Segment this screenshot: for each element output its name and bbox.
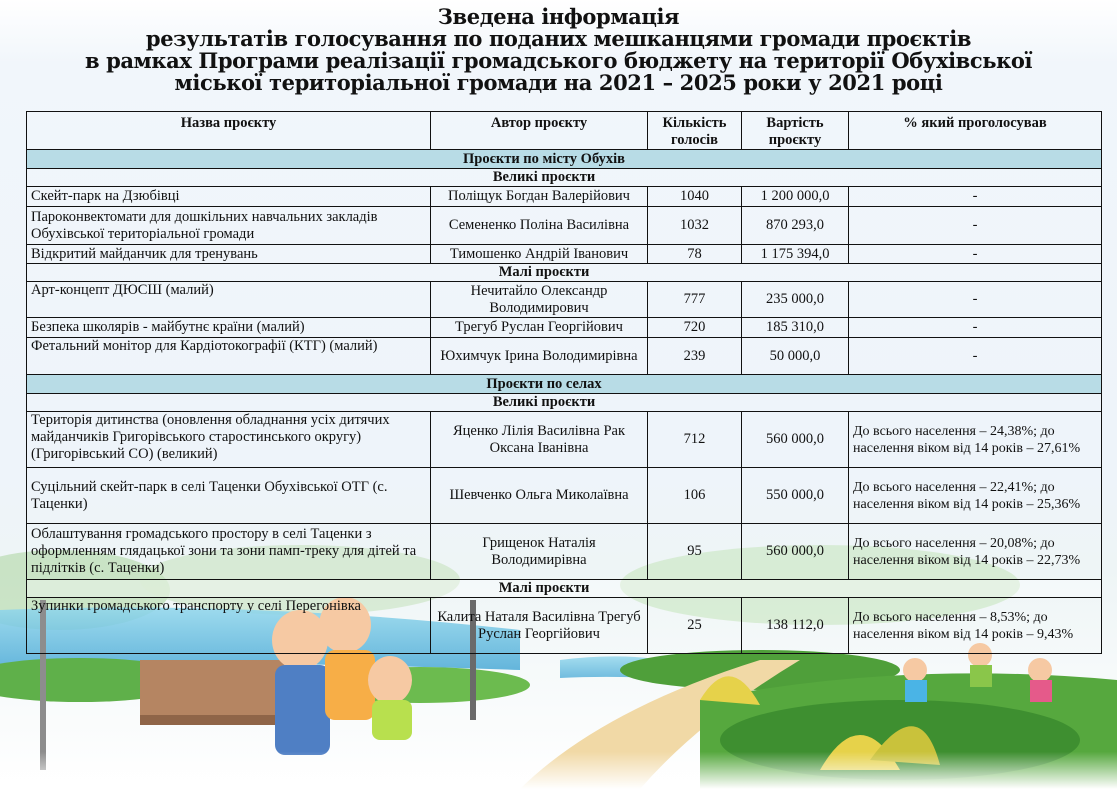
project-cost: 138 112,0 bbox=[742, 598, 849, 654]
project-author: Поліщук Богдан Валерійович bbox=[431, 187, 648, 207]
project-cost: 550 000,0 bbox=[742, 468, 849, 524]
project-cost: 185 310,0 bbox=[742, 318, 849, 338]
header-author: Автор проєкту bbox=[431, 112, 648, 150]
project-votes: 78 bbox=[648, 245, 742, 264]
title-line-1: Зведена інформація bbox=[437, 4, 680, 29]
table-row bbox=[27, 524, 1102, 580]
table-row bbox=[27, 412, 1102, 468]
project-name: Безпека школярів - майбутнє країни (малий) bbox=[27, 318, 431, 338]
project-name: Арт-концепт ДЮСШ (малий) bbox=[27, 282, 431, 318]
project-percent: - bbox=[849, 245, 1102, 264]
table-row bbox=[27, 282, 1102, 318]
project-cost: 50 000,0 bbox=[742, 338, 849, 375]
project-cost: 560 000,0 bbox=[742, 524, 849, 580]
project-votes: 239 bbox=[648, 338, 742, 375]
project-percent: - bbox=[849, 187, 1102, 207]
project-cost: 1 175 394,0 bbox=[742, 245, 849, 264]
project-name: Суцільний скейт-парк в селі Таценки Обухівської ОТГ (с. Таценки) bbox=[27, 468, 431, 524]
project-percent: - bbox=[849, 318, 1102, 338]
group-title: Великі проєкти bbox=[492, 394, 596, 410]
title-line-3: в рамках Програми реалізації громадського бюджету на території Обухівської bbox=[84, 48, 1033, 73]
project-name: Облаштування громадського простору в селі Таценки з оформленням глядацької зони та зони памп-треку для дітей та підлітків (с. Таценки) bbox=[27, 524, 431, 580]
project-votes: 95 bbox=[648, 524, 742, 580]
group-title: Великі проєкти bbox=[492, 169, 596, 185]
table-row bbox=[27, 468, 1102, 524]
table-row bbox=[27, 207, 1102, 245]
project-author: Шевченко Ольга Миколаївна bbox=[431, 468, 648, 524]
group-row-large bbox=[27, 169, 1102, 187]
project-cost: 560 000,0 bbox=[742, 412, 849, 468]
section-title: Проєкти по місту Обухів bbox=[462, 150, 626, 167]
project-author: Грищенок Наталія Володимирівна bbox=[431, 524, 648, 580]
project-author: Семененко Поліна Василівна bbox=[431, 207, 648, 245]
project-votes: 777 bbox=[648, 282, 742, 318]
project-author: Трегуб Руслан Георгійович bbox=[431, 318, 648, 338]
project-name: Зупинки громадського транспорту у селі Перегонівка bbox=[27, 598, 431, 654]
project-percent: До всього населення – 20,08%; до населення віком від 14 років – 22,73% bbox=[849, 524, 1102, 580]
project-votes: 25 bbox=[648, 598, 742, 654]
header-votes: Кількість голосів bbox=[648, 112, 742, 150]
project-name: Пароконвектомати для дошкільних навчальних закладів Обухівської територіальної громади bbox=[27, 207, 431, 245]
project-votes: 106 bbox=[648, 468, 742, 524]
project-author: Тимошенко Андрій Іванович bbox=[431, 245, 648, 264]
group-row-small bbox=[27, 580, 1102, 598]
project-author: Юхимчук Ірина Володимирівна bbox=[431, 338, 648, 375]
project-votes: 1032 bbox=[648, 207, 742, 245]
table-row bbox=[27, 338, 1102, 375]
project-percent: До всього населення – 22,41%; до населення віком від 14 років – 25,36% bbox=[849, 468, 1102, 524]
group-row-small bbox=[27, 264, 1102, 282]
project-percent: - bbox=[849, 207, 1102, 245]
project-percent: - bbox=[849, 338, 1102, 375]
table-row bbox=[27, 187, 1102, 207]
project-author: Нечитайло Олександр Володимирович bbox=[431, 282, 648, 318]
project-votes: 1040 bbox=[648, 187, 742, 207]
project-votes: 720 bbox=[648, 318, 742, 338]
project-name: Територія дитинства (оновлення обладнання усіх дитячих майданчиків Григорівського старостинського округу) (Григорівський СО) (великий) bbox=[27, 412, 431, 468]
table-header-row bbox=[27, 112, 1102, 150]
project-author: Яценко Лілія Василівна Рак Оксана Іванівна bbox=[431, 412, 648, 468]
project-percent: До всього населення – 8,53%; до населення віком від 14 років – 9,43% bbox=[849, 598, 1102, 654]
group-title: Малі проєкти bbox=[498, 580, 590, 596]
section-title: Проєкти по селах bbox=[486, 375, 602, 392]
project-cost: 870 293,0 bbox=[742, 207, 849, 245]
project-percent: - bbox=[849, 282, 1102, 318]
project-author: Калита Наталя Василівна Трегуб Руслан Георгійович bbox=[431, 598, 648, 654]
document-title bbox=[0, 6, 1117, 94]
project-name: Скейт-парк на Дзюбівці bbox=[27, 187, 431, 207]
title-line-2: результатів голосування по поданих мешканцями громади проєктів bbox=[145, 26, 972, 51]
header-percent: % який проголосував bbox=[849, 112, 1102, 150]
header-cost: Вартість проєкту bbox=[742, 112, 849, 150]
table-row bbox=[27, 318, 1102, 338]
project-cost: 235 000,0 bbox=[742, 282, 849, 318]
project-votes: 712 bbox=[648, 412, 742, 468]
header-project-name: Назва проєкту bbox=[27, 112, 431, 150]
section-row-villages bbox=[27, 375, 1102, 394]
title-line-4: міської територіальної громади на 2021 – 2025 роки у 2021 році bbox=[174, 70, 943, 95]
table-row bbox=[27, 245, 1102, 264]
project-cost: 1 200 000,0 bbox=[742, 187, 849, 207]
project-percent: До всього населення – 24,38%; до населення віком від 14 років – 27,61% bbox=[849, 412, 1102, 468]
voting-results-table bbox=[26, 111, 1102, 654]
section-row-city bbox=[27, 150, 1102, 169]
group-title: Малі проєкти bbox=[498, 264, 590, 280]
table-row bbox=[27, 598, 1102, 654]
project-name: Відкритий майданчик для тренувань bbox=[27, 245, 431, 264]
project-name: Фетальний монітор для Кардіотокографії (КТГ) (малий) bbox=[27, 338, 431, 375]
group-row-large bbox=[27, 394, 1102, 412]
